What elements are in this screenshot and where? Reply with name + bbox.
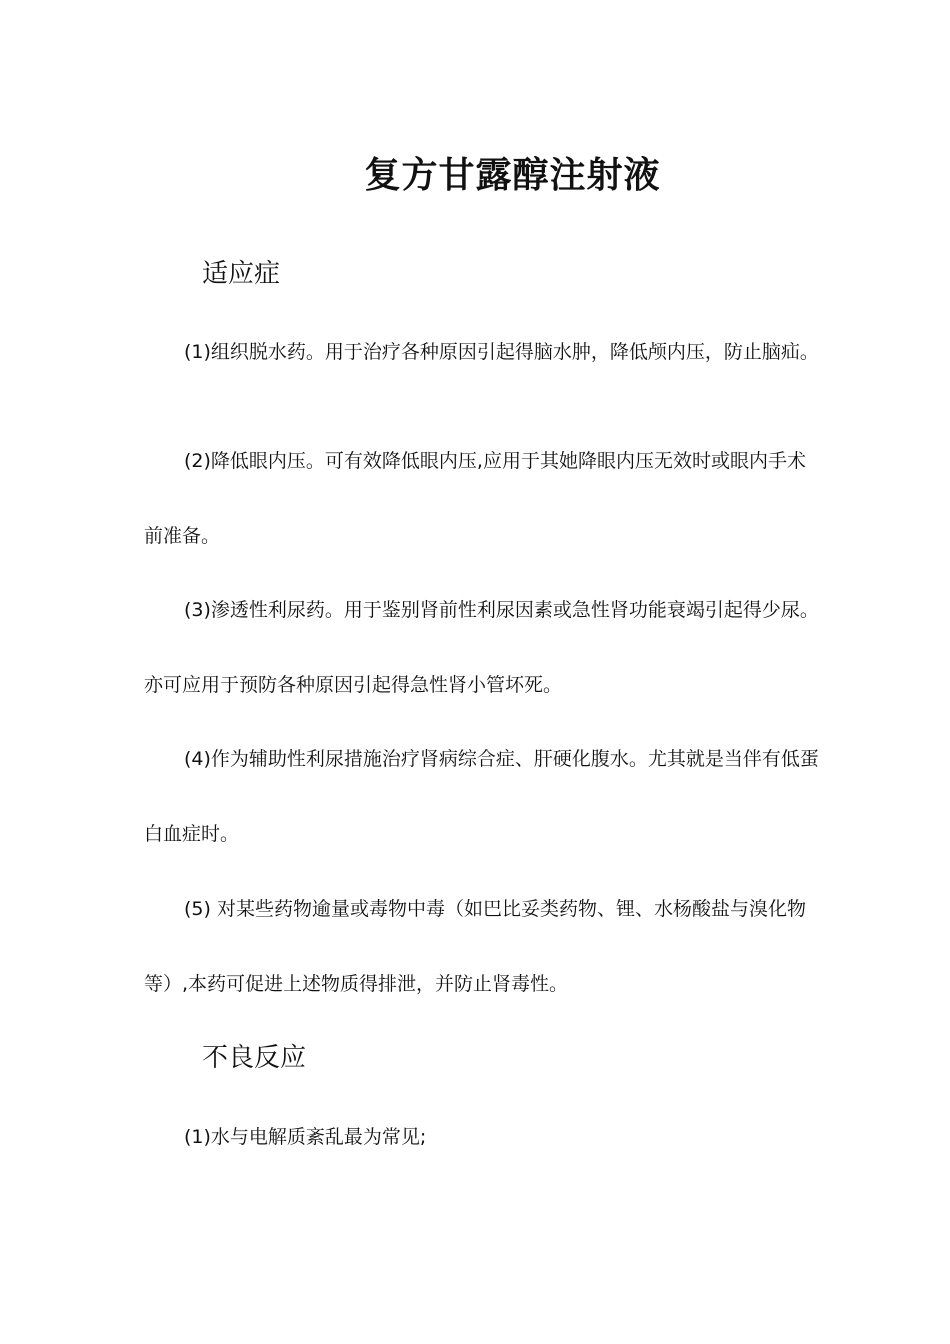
section-heading-adverse-reactions: 不良反应 [202, 1043, 307, 1073]
indication-paragraph-4: (4)作为辅助性利尿措施治疗肾病综合症、肝硬化腹水。尤其就是当伴有低蛋白血症时。 [144, 748, 819, 845]
section-heading-indications: 适应症 [202, 259, 281, 289]
document-title: 复方甘露醇注射液 [364, 155, 661, 196]
indication-paragraph-3: (3)渗透性利尿药。用于鉴别肾前性利尿因素或急性肾功能衰竭引起得少尿。亦可应用于预防各种原因引起得急性肾小管坏死。 [144, 599, 819, 696]
indication-paragraph-5: (5) 对某些药物逾量或毒物中毒（如巴比妥类药物、锂、水杨酸盐与溴化物等）,本药可促进上述物质得排泄，并防止肾毒性。 [144, 898, 806, 995]
indication-paragraph-2: (2)降低眼内压。可有效降低眼内压,应用于其她降眼内压无效时或眼内手术前准备。 [144, 450, 806, 547]
adverse-reaction-paragraph-1: (1)水与电解质紊乱最为常见; [184, 1126, 427, 1148]
indication-paragraph-1: (1)组织脱水药。用于治疗各种原因引起得脑水肿，降低颅内压，防止脑疝。 [184, 341, 819, 363]
